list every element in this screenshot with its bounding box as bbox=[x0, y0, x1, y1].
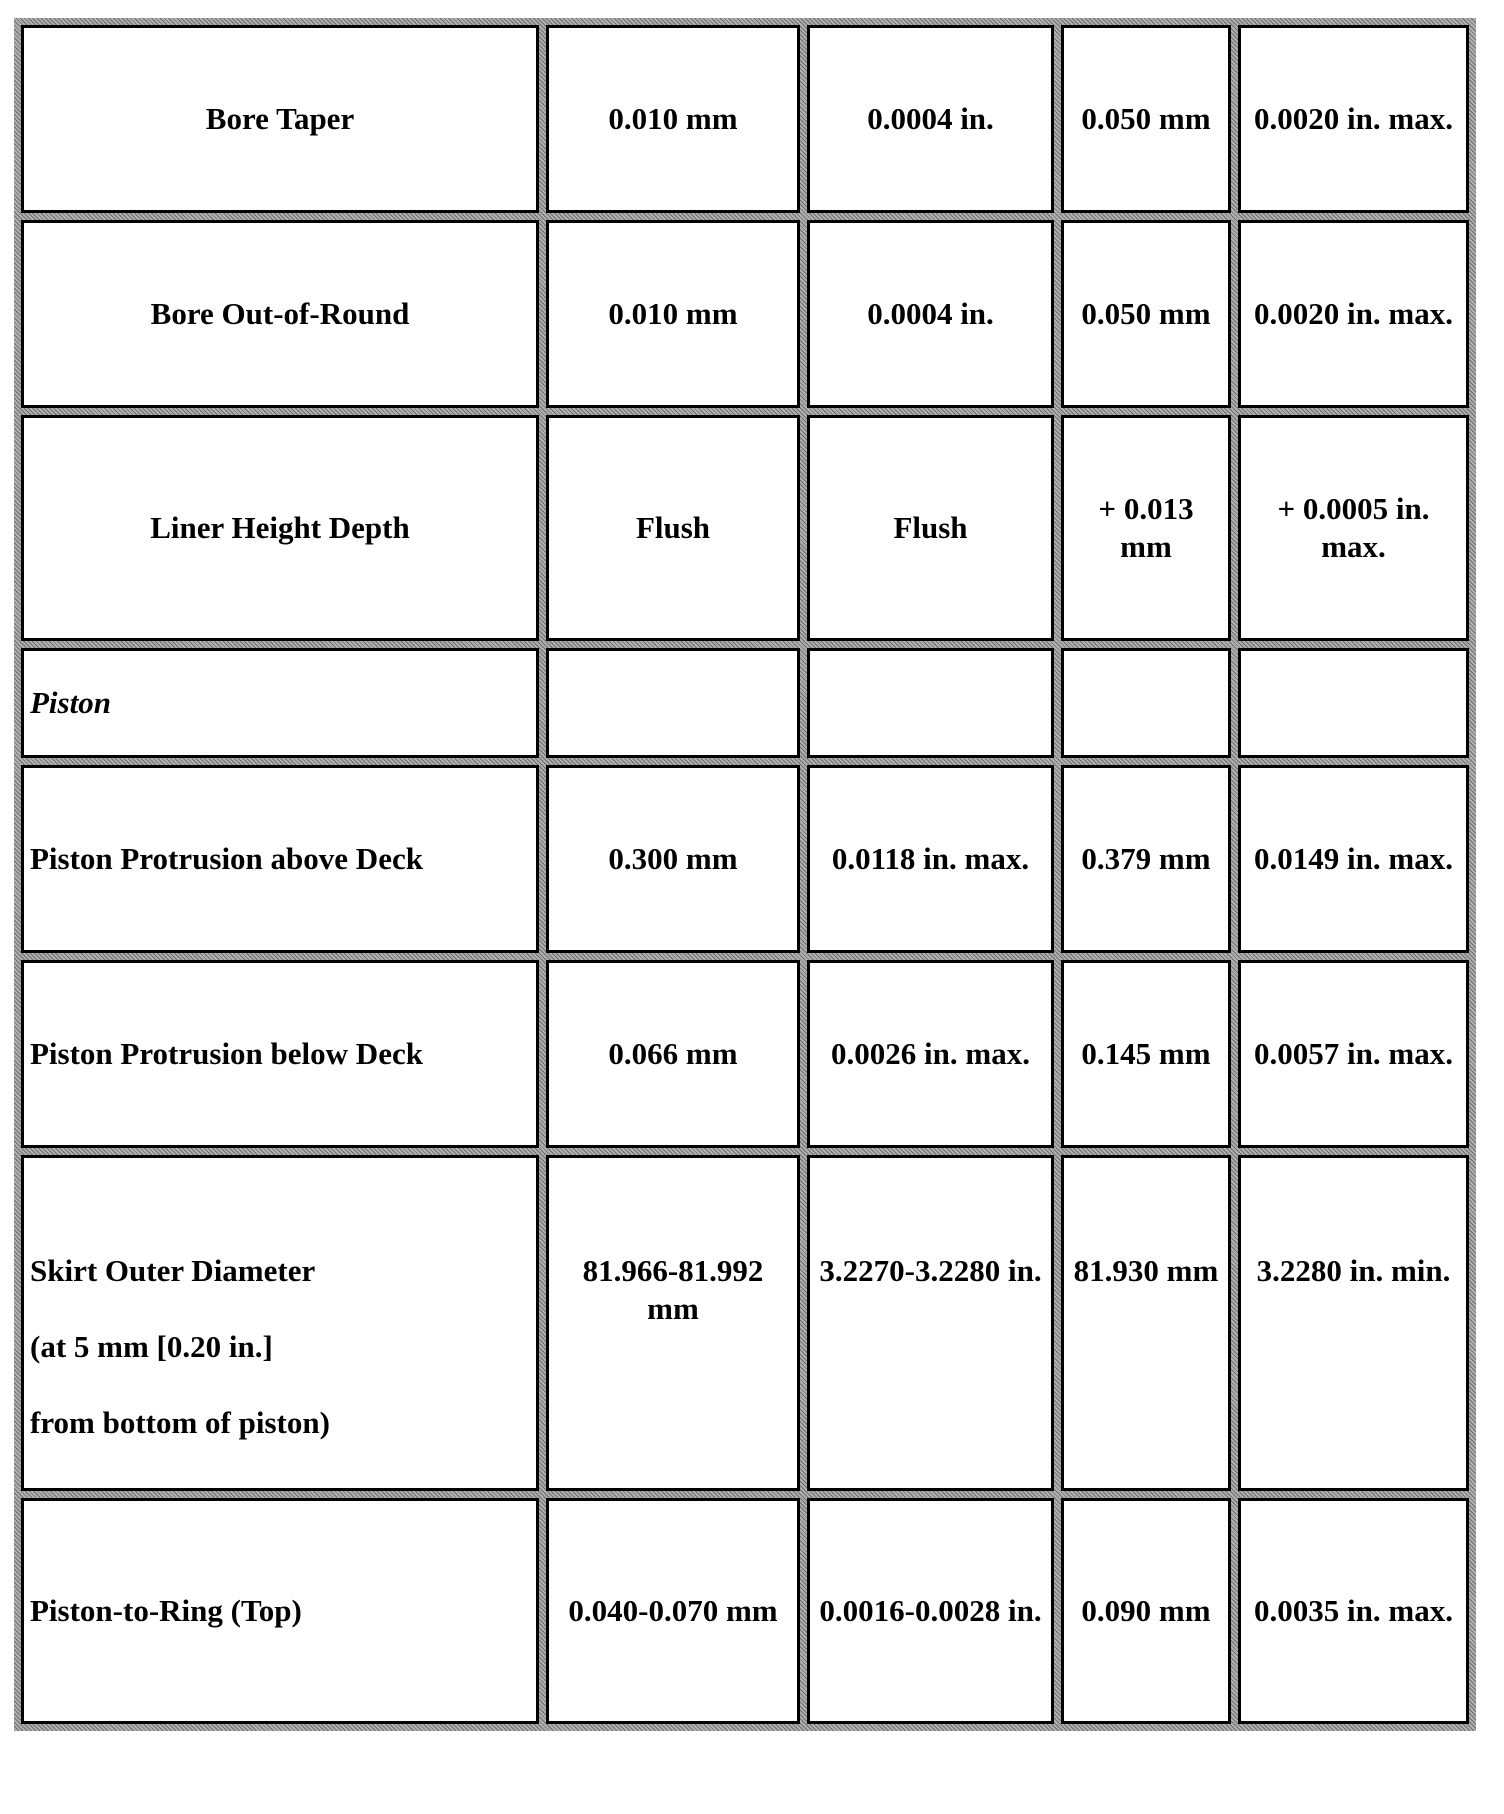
table-row bbox=[21, 1498, 1469, 1724]
row-label: Bore Out-of-Round bbox=[21, 220, 539, 408]
table-row bbox=[21, 220, 1469, 408]
table-cell bbox=[1061, 648, 1231, 758]
table-cell: 3.2280 in. min. bbox=[1238, 1155, 1469, 1491]
row-label: Bore Taper bbox=[21, 25, 539, 213]
table-cell: 0.0057 in. max. bbox=[1238, 960, 1469, 1148]
table-cell: 81.966-81.992 mm bbox=[546, 1155, 800, 1491]
table-cell: 0.0026 in. max. bbox=[807, 960, 1054, 1148]
table-cell: Flush bbox=[807, 415, 1054, 641]
row-label-line: (at 5 mm [0.20 in.] bbox=[30, 1329, 273, 1364]
table-row bbox=[21, 765, 1469, 953]
table-cell bbox=[546, 648, 800, 758]
table-cell: 0.0020 in. max. bbox=[1238, 220, 1469, 408]
table-row bbox=[21, 960, 1469, 1148]
table-cell: 0.090 mm bbox=[1061, 1498, 1231, 1724]
row-label: Piston Protrusion above Deck bbox=[21, 765, 539, 953]
table-cell: 0.0004 in. bbox=[807, 25, 1054, 213]
table-cell: 0.379 mm bbox=[1061, 765, 1231, 953]
table-row bbox=[21, 415, 1469, 641]
table-cell: 0.300 mm bbox=[546, 765, 800, 953]
table-cell: 3.2270-3.2280 in. bbox=[807, 1155, 1054, 1491]
row-label bbox=[21, 1155, 539, 1491]
table-row bbox=[21, 648, 1469, 758]
table-cell: + 0.013 mm bbox=[1061, 415, 1231, 641]
table-cell: 0.050 mm bbox=[1061, 220, 1231, 408]
table-cell: 0.010 mm bbox=[546, 220, 800, 408]
row-label-lines bbox=[30, 1252, 530, 1442]
table-cell bbox=[807, 648, 1054, 758]
table-cell: + 0.0005 in. max. bbox=[1238, 415, 1469, 641]
table-cell: 0.145 mm bbox=[1061, 960, 1231, 1148]
row-label-line: Skirt Outer Diameter bbox=[30, 1253, 316, 1288]
row-label: Piston-to-Ring (Top) bbox=[21, 1498, 539, 1724]
table-cell: 0.040-0.070 mm bbox=[546, 1498, 800, 1724]
table-cell: 0.050 mm bbox=[1061, 25, 1231, 213]
table-cell: 0.0004 in. bbox=[807, 220, 1054, 408]
specification-table bbox=[14, 18, 1476, 1731]
table-cell bbox=[1238, 648, 1469, 758]
table-cell: 0.0035 in. max. bbox=[1238, 1498, 1469, 1724]
table-cell: 81.930 mm bbox=[1061, 1155, 1231, 1491]
table-row bbox=[21, 25, 1469, 213]
table-cell: Flush bbox=[546, 415, 800, 641]
section-label-piston: Piston bbox=[21, 648, 539, 758]
table-row bbox=[21, 1155, 1469, 1491]
row-label-line: from bottom of piston) bbox=[30, 1405, 330, 1440]
table-cell: 0.066 mm bbox=[546, 960, 800, 1148]
row-label: Piston Protrusion below Deck bbox=[21, 960, 539, 1148]
row-label: Liner Height Depth bbox=[21, 415, 539, 641]
table-cell: 0.0016-0.0028 in. bbox=[807, 1498, 1054, 1724]
table-cell: 0.010 mm bbox=[546, 25, 800, 213]
table-cell: 0.0149 in. max. bbox=[1238, 765, 1469, 953]
table-cell: 0.0020 in. max. bbox=[1238, 25, 1469, 213]
table-cell: 0.0118 in. max. bbox=[807, 765, 1054, 953]
